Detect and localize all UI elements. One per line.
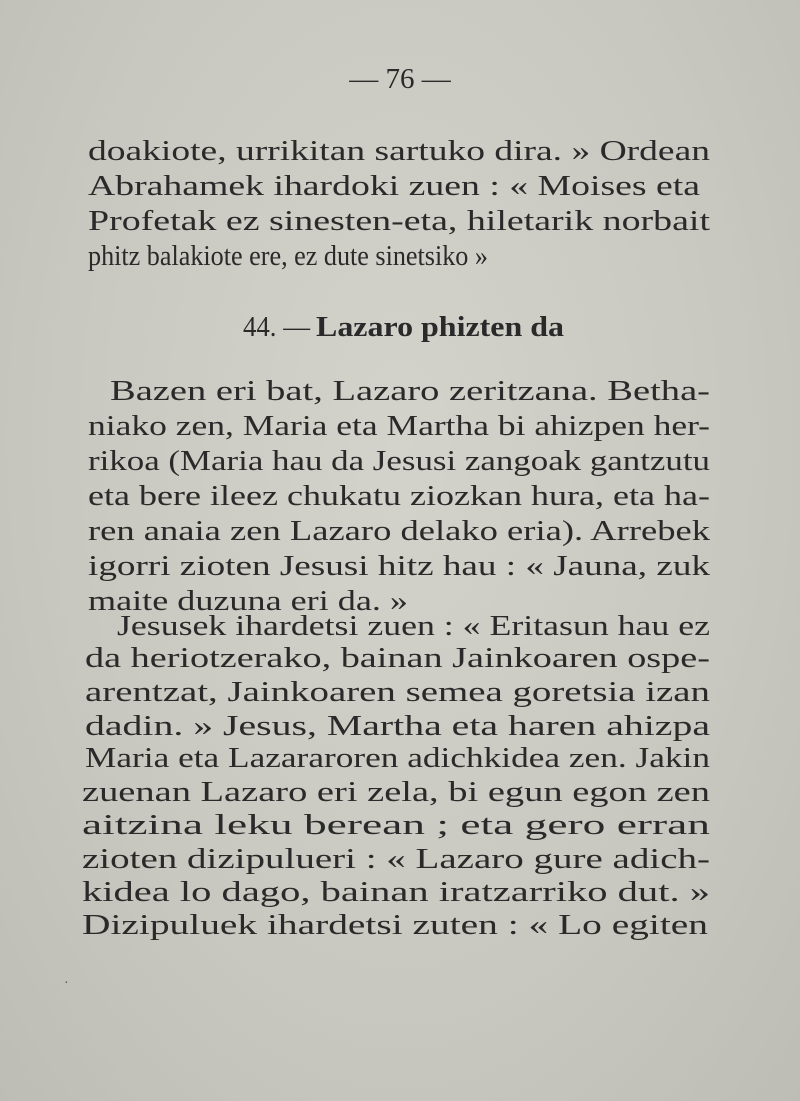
svg-text:Maria eta Lazararoren adichkid: Maria eta Lazararoren adichkidea zen. Jakin: [85, 742, 711, 774]
svg-text:arentzat, Jainkoaren semea gor: arentzat, Jainkoaren semea goretsia izan: [85, 676, 711, 708]
svg-text:Profetak ez sinesten-eta, hile: Profetak ez sinesten-eta, hiletarik norbait: [88, 205, 710, 237]
text-line: [0, 370, 800, 410]
ink-smudge: ·: [64, 976, 69, 991]
svg-text:doakiote, urrikitan sartuko di: doakiote, urrikitan sartuko dira. » Ordean: [88, 135, 711, 167]
section-number: 44. —: [243, 311, 311, 343]
page-number: [0, 58, 800, 98]
section-title: Lazaro phizten da: [316, 311, 565, 343]
svg-text:Dizipuluek ihardetsi zuten : «: Dizipuluek ihardetsi zuten : « Lo egiten: [82, 909, 709, 941]
text-line: [0, 904, 800, 944]
svg-text:kidea lo dago, bainan iratzarr: kidea lo dago, bainan iratzarriko dut. »: [82, 876, 710, 908]
svg-text:phitz balakiote ere, ez dute s: phitz balakiote ere, ez dute sinetsiko »: [88, 240, 488, 272]
text-line: [0, 130, 800, 170]
text-line: [0, 510, 800, 550]
svg-text:zioten dizipulueri : « Lazaro: zioten dizipulueri : « Lazaro gure adich-: [82, 843, 710, 875]
svg-text:da heriotzerako, bainan Jainko: da heriotzerako, bainan Jainkoaren ospe-: [85, 642, 710, 674]
text-line: [0, 475, 800, 515]
svg-text:rikoa (Maria hau da Jesusi zan: rikoa (Maria hau da Jesusi zangoak gantzutu: [88, 445, 710, 477]
svg-text:zuenan Lazaro eri zela, bi egu: zuenan Lazaro eri zela, bi egun egon zen: [82, 776, 711, 808]
svg-text:aitzina leku berean ; eta gero: aitzina leku berean ; eta gero erran: [82, 809, 711, 841]
text-line: [0, 405, 800, 445]
svg-text:ren anaia zen Lazaro delako er: ren anaia zen Lazaro delako eria). Arrebek: [88, 515, 711, 547]
svg-text:dadin. » Jesus, Martha eta har: dadin. » Jesus, Martha eta haren ahizpa: [85, 710, 711, 742]
text-line: [0, 235, 800, 275]
svg-text:Jesusek ihardetsi zuen : « Eri: Jesusek ihardetsi zuen : « Eritasun hau ez: [117, 610, 711, 642]
text-line: [0, 165, 800, 205]
svg-text:— 76 —: — 76 —: [349, 63, 451, 95]
section-heading: [0, 306, 800, 346]
svg-text:maite duzuna eri da. »: maite duzuna eri da. »: [88, 585, 408, 617]
svg-text:Bazen eri bat, Lazaro zeritzan: Bazen eri bat, Lazaro zeritzana. Betha-: [110, 375, 710, 407]
svg-text:igorri zioten Jesusi hitz hau: igorri zioten Jesusi hitz hau : « Jauna, zuk: [88, 550, 711, 582]
svg-text:Abrahamek ihardoki zuen : « Mo: Abrahamek ihardoki zuen : « Moises eta: [88, 170, 701, 202]
svg-text:eta bere ileez chukatu ziozkan: eta bere ileez chukatu ziozkan hura, eta ha-: [88, 480, 710, 512]
text-line: [0, 440, 800, 480]
svg-text:niako zen, Maria eta Martha bi: niako zen, Maria eta Martha bi ahizpen her-: [88, 410, 710, 442]
text-line: [0, 545, 800, 585]
text-line: [0, 200, 800, 240]
